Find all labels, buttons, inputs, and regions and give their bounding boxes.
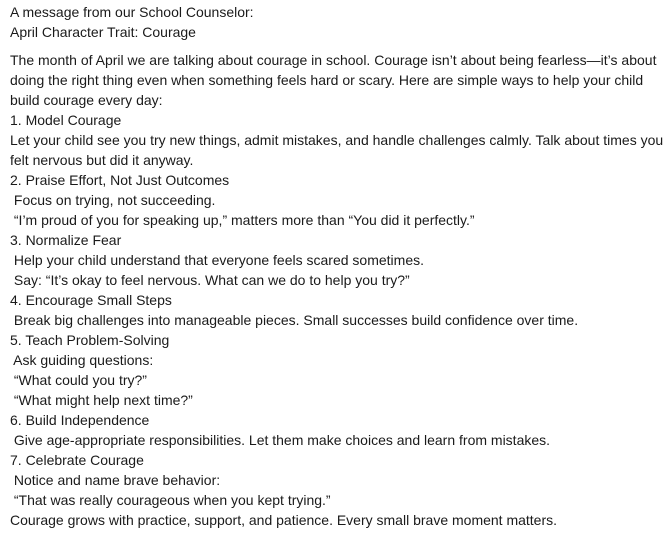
character-trait-title: April Character Trait: Courage bbox=[10, 24, 196, 40]
section-text: Ask guiding questions: bbox=[10, 352, 154, 368]
section-text: “What could you try?” bbox=[10, 372, 147, 388]
section-heading-normalize-fear: 3. Normalize Fear bbox=[10, 232, 122, 248]
section-text: Let your child see you try new things, admit mistakes, and handle challenges calmly. Talk about times you felt nervous but did it anyway. bbox=[10, 132, 664, 168]
section-text: “I’m proud of you for speaking up,” matters more than “You did it perfectly.” bbox=[10, 212, 475, 228]
section-heading-independence: 6. Build Independence bbox=[10, 412, 150, 428]
section-heading-model-courage: 1. Model Courage bbox=[10, 112, 122, 128]
closing-line: Courage grows with practice, support, and patience. Every small brave moment matters. bbox=[10, 512, 558, 528]
section-text: Focus on trying, not succeeding. bbox=[10, 192, 216, 208]
section-text: Notice and name brave behavior: bbox=[10, 472, 221, 488]
section-text: Help your child understand that everyone feels scared sometimes. bbox=[10, 252, 424, 268]
section-heading-celebrate-courage: 7. Celebrate Courage bbox=[10, 452, 144, 468]
section-text: “What might help next time?” bbox=[10, 392, 193, 408]
section-text: Give age-appropriate responsibilities. Let them make choices and learn from mistakes. bbox=[10, 432, 551, 448]
section-text: “That was really courageous when you kept trying.” bbox=[10, 492, 331, 508]
section-text: Break big challenges into manageable pieces. Small successes build confidence over time. bbox=[10, 312, 579, 328]
section-heading-problem-solving: 5. Teach Problem-Solving bbox=[10, 332, 170, 348]
intro-paragraph: The month of April we are talking about courage in school. Courage isn’t about being fearless—it’s about doing the right thing even when something feels hard or scary. Here are simple ways to help your child build courage every day: bbox=[10, 52, 657, 108]
section-heading-praise-effort: 2. Praise Effort, Not Just Outcomes bbox=[10, 172, 230, 188]
section-heading-small-steps: 4. Encourage Small Steps bbox=[10, 292, 172, 308]
message-document bbox=[10, 2, 670, 530]
message-intro: A message from our School Counselor: bbox=[10, 4, 254, 20]
section-text: Say: “It’s okay to feel nervous. What can we do to help you try?” bbox=[10, 272, 410, 288]
